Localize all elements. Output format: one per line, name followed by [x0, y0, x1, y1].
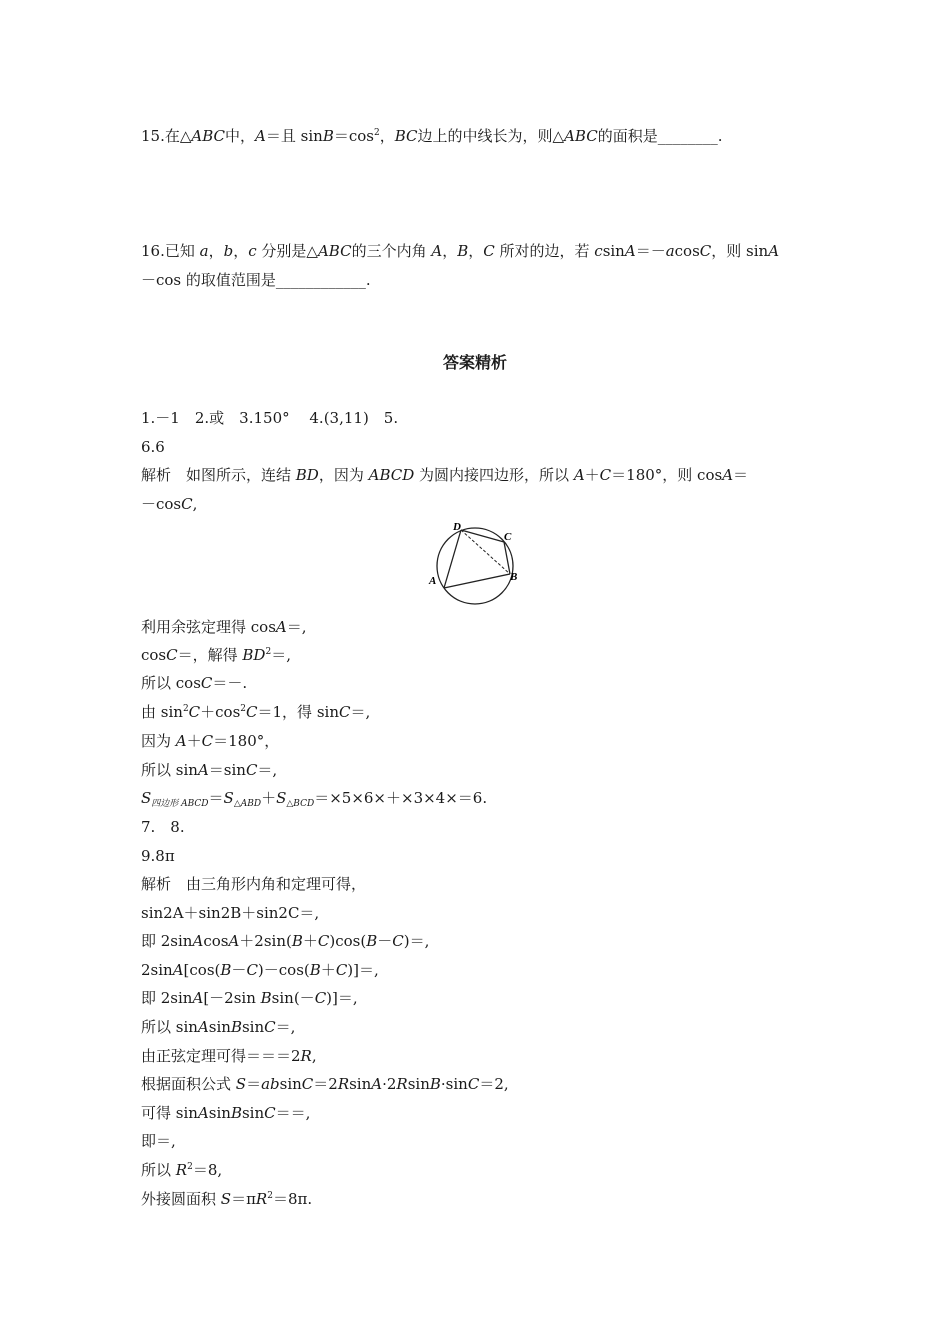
ans-var: A — [573, 466, 585, 484]
ans-text: sin — [241, 1018, 265, 1036]
ans-text: －cos — [141, 495, 182, 513]
ans-var: ABCD — [368, 466, 415, 484]
ans-text: ＝, — [271, 646, 291, 664]
q16-var: a — [199, 242, 209, 260]
ans-text: ＋ — [584, 466, 600, 484]
cyclic-quadrilateral-figure — [425, 518, 525, 612]
ans-text: ，因为 — [318, 466, 369, 484]
q16-var: C — [699, 242, 712, 260]
q16-text: 分别是△ — [256, 242, 318, 260]
ans-text: 由 sin — [141, 703, 183, 721]
q16-text: ，则 sin — [711, 242, 769, 260]
circumcircle — [437, 528, 513, 604]
ans-var: B — [260, 989, 272, 1007]
q15-var: BC — [394, 127, 418, 145]
answers-line-9 — [141, 731, 279, 751]
ans-text: ·sin — [440, 1075, 468, 1093]
ans-var: A — [192, 932, 204, 950]
q16-text: ， — [442, 242, 458, 260]
ans-var: C — [181, 495, 193, 513]
ans-text: ＋2sin( — [239, 932, 292, 950]
ans-text: ＝180°， — [213, 732, 280, 750]
q16-var: b — [223, 242, 234, 260]
q16-var: B — [457, 242, 469, 260]
ans-var: B — [230, 1104, 242, 1122]
side-cb — [504, 542, 510, 574]
ans-var: B — [230, 1018, 242, 1036]
answers-line-16 — [141, 931, 429, 951]
ans-text: sin — [407, 1075, 430, 1093]
answers-line-19 — [141, 1017, 295, 1037]
ans-sub: 四边形 ABCD — [151, 799, 209, 809]
ans-var: A — [197, 761, 209, 779]
ans-text: 所以 cos — [141, 674, 201, 692]
ans-var: C — [200, 674, 213, 692]
ans-var: A — [228, 932, 240, 950]
ans-text: cos — [203, 932, 229, 950]
q16-var: ABC — [317, 242, 352, 260]
ans-text: )＝, — [403, 932, 430, 950]
q16-text: ， — [233, 242, 249, 260]
ans-text: , — [311, 1047, 317, 1065]
ans-var: S — [141, 789, 152, 807]
ans-text: ＝ — [733, 466, 749, 484]
ans-var: A — [192, 989, 204, 1007]
q15-var: ABC — [191, 127, 226, 145]
answers-line-12: 7. 8. — [141, 818, 185, 836]
q16-text: 16.已知 — [141, 242, 200, 260]
ans-text: sin — [349, 1075, 372, 1093]
q16-text: 所对的边，若 — [494, 242, 595, 260]
ans-text: 因为 — [141, 732, 176, 750]
label-a: A — [429, 575, 437, 587]
ans-var: B — [309, 961, 321, 979]
answers-line-8 — [141, 702, 370, 722]
ans-text: [－2sin — [203, 989, 261, 1007]
ans-text: ＝1，得 sin — [257, 703, 339, 721]
ans-text: 所以 — [141, 1161, 176, 1179]
q15-var: B — [322, 127, 334, 145]
answers-line-6 — [141, 645, 291, 665]
ans-text: ＝, — [286, 618, 307, 636]
ans-var: B — [220, 961, 232, 979]
ans-var: C — [317, 932, 330, 950]
ans-text: 2sin — [141, 961, 173, 979]
answers-line-5 — [141, 617, 307, 637]
ans-var: C — [264, 1018, 276, 1036]
ans-var: C — [467, 1075, 480, 1093]
answers-line-21 — [141, 1074, 509, 1094]
ans-text: 即 2sin — [141, 989, 193, 1007]
ans-text: )－cos( — [257, 961, 310, 979]
answer-section-title: 答案精析 — [442, 353, 507, 372]
q15-var: A — [255, 127, 266, 145]
ans-text: 由正弦定理可得＝＝＝2 — [141, 1047, 301, 1065]
ans-var: R — [337, 1075, 350, 1093]
answers-line-14: 解析 由三角形内角和定理可得， — [141, 875, 367, 893]
q16-var: c — [594, 242, 603, 260]
ans-sup: 2 — [240, 704, 247, 714]
ans-text: )]＝, — [326, 989, 358, 1007]
answers-line-10 — [141, 760, 277, 780]
q15-text: 中， — [225, 127, 256, 145]
side-ab — [444, 574, 510, 588]
q15-text: ＝cos — [333, 127, 374, 145]
q16-var: A — [768, 242, 780, 260]
ans-var: C — [338, 703, 351, 721]
ans-var: A — [197, 1104, 209, 1122]
ans-text: ＋ — [261, 789, 277, 807]
answers-line-1: 1.－1 2.或 3.150° 4.(3,11) 5. — [141, 409, 399, 427]
ans-sub: △BCD — [286, 799, 315, 809]
ans-text: 解析 如图所示，连结 — [141, 466, 296, 484]
ans-text: ＋cos — [200, 703, 241, 721]
circle-diagram — [425, 518, 525, 608]
ans-text: ＝ — [208, 789, 224, 807]
ans-text: ＝π — [231, 1190, 256, 1208]
ans-var: B — [291, 932, 303, 950]
ans-sup: 2 — [267, 1191, 273, 1201]
q16-text: ＝－ — [635, 242, 666, 260]
ans-text: 外接圆面积 — [141, 1190, 221, 1208]
ans-var: ab — [261, 1075, 280, 1093]
q16-var: c — [248, 242, 257, 260]
q16-text: cos — [674, 242, 700, 260]
q16-var: a — [665, 242, 675, 260]
q16-text: sin — [602, 242, 625, 260]
ans-text: ＝2 — [313, 1075, 338, 1093]
ans-text: ＋ — [320, 961, 336, 979]
ans-text: ＝sin — [208, 761, 246, 779]
question-15 — [141, 126, 722, 146]
ans-text: cos — [141, 646, 167, 664]
ans-text: ＝2, — [479, 1075, 509, 1093]
ans-var: S — [220, 1190, 232, 1208]
side-ad — [444, 530, 461, 588]
answers-line-22 — [141, 1103, 310, 1123]
q16-text: ， — [208, 242, 224, 260]
ans-text: ＝－. — [212, 674, 248, 692]
ans-var: C — [314, 989, 327, 1007]
ans-var: C — [301, 1075, 314, 1093]
ans-text: 所以 sin — [141, 1018, 198, 1036]
q16-var: A — [431, 242, 443, 260]
ans-var: A — [722, 466, 734, 484]
ans-var: BD — [242, 646, 266, 664]
label-d: D — [453, 521, 461, 533]
answers-line-20 — [141, 1046, 317, 1066]
ans-var: C — [392, 932, 404, 950]
answers-line-11 — [141, 788, 487, 808]
ans-text: － — [377, 932, 393, 950]
ans-text: sin — [279, 1075, 302, 1093]
ans-var: R — [255, 1190, 268, 1208]
q15-var: ABC — [564, 127, 598, 145]
ans-text: )cos( — [329, 932, 367, 950]
ans-text: )]＝, — [347, 961, 379, 979]
answers-line-25 — [141, 1189, 312, 1209]
ans-var: C — [264, 1104, 276, 1122]
q16-text: 的三个内角 — [351, 242, 432, 260]
ans-text: sin — [241, 1104, 265, 1122]
question-16-line2: －cos 的取值范围是____________. — [141, 271, 371, 289]
ans-text: 可得 sin — [141, 1104, 198, 1122]
answers-line-2: 6.6 — [141, 438, 165, 456]
ans-var: S — [276, 789, 287, 807]
ans-text: ＝8π. — [272, 1190, 313, 1208]
ans-text: ＝ — [246, 1075, 262, 1093]
ans-var: C — [166, 646, 178, 664]
ans-text: ＝，解得 — [177, 646, 243, 664]
ans-sup: 2 — [265, 647, 272, 657]
ans-var: A — [275, 618, 287, 636]
ans-text: ＋ — [186, 732, 202, 750]
answers-line-23: 即＝, — [141, 1132, 176, 1150]
ans-var: S — [235, 1075, 247, 1093]
ans-text: ＋ — [302, 932, 318, 950]
q15-text: ， — [379, 127, 395, 145]
ans-sub: △ABD — [233, 799, 262, 809]
ans-var: C — [201, 732, 214, 750]
ans-var: C — [246, 961, 258, 979]
q15-text: 边上的中线长为，则△ — [417, 127, 565, 145]
ans-text: sin — [208, 1104, 231, 1122]
ans-var: C — [335, 961, 348, 979]
ans-var: C — [599, 466, 612, 484]
ans-text: ＝×5×6×＋×3×4×＝6. — [314, 789, 488, 807]
q16-var: A — [624, 242, 636, 260]
label-c: C — [504, 531, 512, 543]
q16-text: ， — [468, 242, 484, 260]
q16-var: C — [483, 242, 495, 260]
ans-var: A — [197, 1018, 209, 1036]
q15-sup: 2 — [374, 128, 380, 138]
answers-line-24 — [141, 1160, 222, 1180]
ans-var: C — [188, 703, 201, 721]
q15-text: 的面积是________. — [597, 127, 723, 145]
answers-line-7 — [141, 673, 247, 693]
ans-text: 所以 sin — [141, 761, 198, 779]
ans-text: － — [231, 961, 247, 979]
ans-var: R — [300, 1047, 312, 1065]
ans-var: C — [246, 703, 258, 721]
answers-line-3 — [141, 465, 748, 485]
ans-var: C — [245, 761, 258, 779]
ans-var: A — [175, 732, 187, 750]
q15-text: ＝且 sin — [265, 127, 323, 145]
ans-var: BD — [295, 466, 319, 484]
ans-text: [cos( — [183, 961, 221, 979]
ans-text: ＝, — [275, 1018, 296, 1036]
ans-text: 即 2sin — [141, 932, 193, 950]
ans-text: sin — [208, 1018, 231, 1036]
label-b: B — [510, 571, 518, 583]
answers-line-17 — [141, 960, 379, 980]
ans-text: ＝180°，则 cos — [611, 466, 723, 484]
ans-text: 利用余弦定理得 cos — [141, 618, 276, 636]
ans-sup: 2 — [187, 1162, 193, 1172]
ans-var: A — [371, 1075, 383, 1093]
ans-var: S — [223, 789, 234, 807]
question-16-line1 — [141, 241, 779, 261]
answers-line-18 — [141, 988, 358, 1008]
ans-var: R — [396, 1075, 408, 1093]
ans-text: sin(－ — [271, 989, 315, 1007]
ans-text: ＝8, — [192, 1161, 223, 1179]
answers-line-13: 9.8π — [141, 847, 175, 865]
ans-text: , — [192, 495, 198, 513]
ans-var: B — [366, 932, 378, 950]
ans-var: B — [429, 1075, 441, 1093]
ans-var: R — [175, 1161, 188, 1179]
ans-text: ·2 — [382, 1075, 397, 1093]
ans-text: ＝＝, — [275, 1104, 311, 1122]
ans-text: ＝, — [350, 703, 371, 721]
ans-text: ＝, — [257, 761, 278, 779]
ans-sup: 2 — [182, 704, 189, 714]
ans-text: 为圆内接四边形，所以 — [414, 466, 574, 484]
ans-text: 根据面积公式 — [141, 1075, 236, 1093]
q15-text: 15.在△ — [141, 127, 192, 145]
answers-line-15: sin2A＋sin2B＋sin2C＝, — [141, 904, 320, 922]
ans-var: A — [172, 961, 184, 979]
answers-line-4 — [141, 494, 197, 514]
